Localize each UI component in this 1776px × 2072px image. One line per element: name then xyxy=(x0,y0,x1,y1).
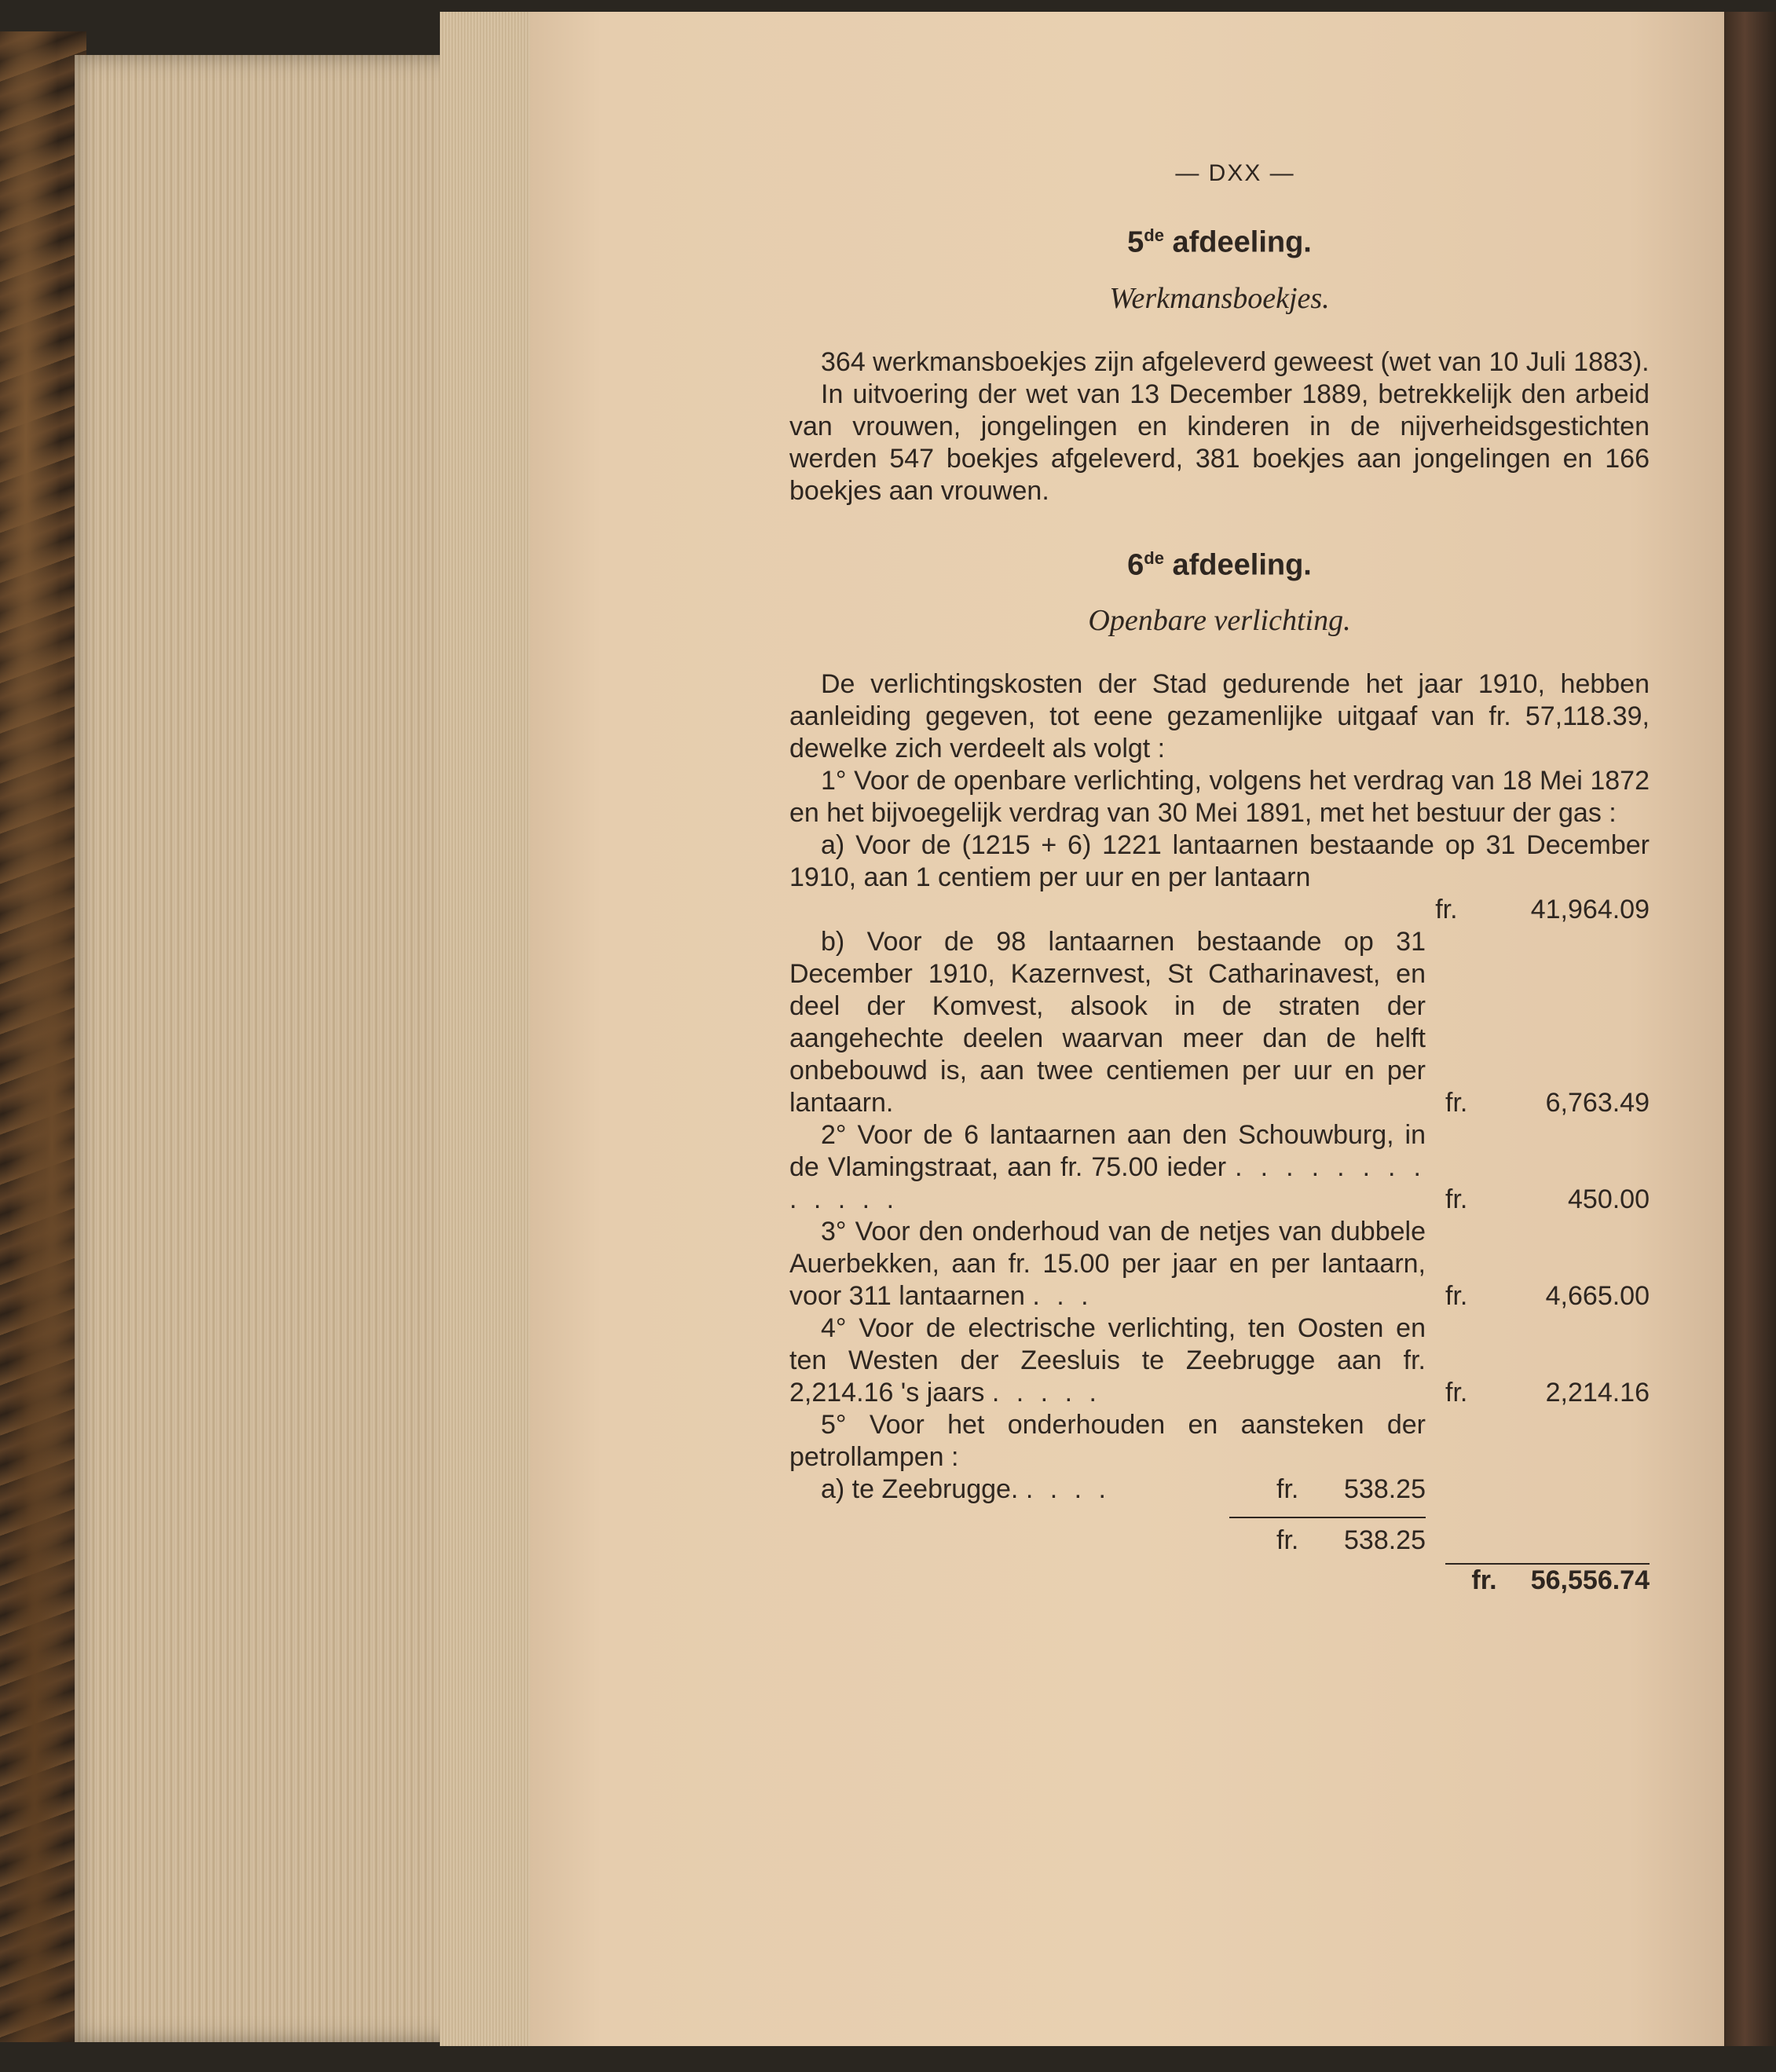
item-5a-label: a) te Zeebrugge. xyxy=(821,1474,1019,1505)
section-5-subtitle: Werkmansboekjes. xyxy=(1109,281,1330,315)
item-5a-text xyxy=(789,1473,1276,1506)
section-6-title: afdeeling. xyxy=(1172,548,1312,582)
item-5a-currency: fr. xyxy=(1276,1474,1299,1505)
item-2-amount: 450.00 xyxy=(1568,1184,1650,1215)
item-1b-amount: 6,763.49 xyxy=(1545,1088,1650,1118)
section-6-heading xyxy=(789,542,1650,582)
item-5a-dots: . . . . xyxy=(1025,1474,1111,1505)
subtotal-row xyxy=(789,1525,1426,1557)
page-edge xyxy=(440,12,538,2046)
item-1a-amount: 41,964.09 xyxy=(1530,895,1650,925)
item-3-row xyxy=(789,1216,1650,1312)
total-row xyxy=(789,1565,1650,1597)
section-5-title: afdeeling. xyxy=(1172,225,1312,259)
page-content xyxy=(789,157,1650,1597)
item-4-amount: 2,214.16 xyxy=(1545,1378,1650,1408)
total-currency: fr. xyxy=(1471,1565,1497,1596)
item-4-label: 4° Voor de electrische verlichting, ten Oosten en ten Westen der Zeesluis te Zeebrugge aan fr. 2,214.16 's jaars xyxy=(789,1313,1426,1408)
item-1-intro: 1° Voor de openbare verlichting, volgens het verdrag van 18 Mei 1872 en het bijvoegelijk verdrag van 30 Mei 1891, met het bestuur der gas : xyxy=(789,766,1650,829)
section-5-heading xyxy=(789,219,1650,259)
subtotal-rule xyxy=(1229,1517,1426,1518)
facing-page-edge xyxy=(1724,12,1776,2046)
section-6-number: 6 xyxy=(1127,548,1144,582)
section-6-subtitle: Openbare verlichting. xyxy=(1088,604,1351,638)
book-cover xyxy=(0,31,86,2042)
item-1b-text: b) Voor de 98 lantaarnen bestaande op 31 December 1910, Kazernvest, St Catharinavest, en deel der Komvest, alsook in de straten der aangehechte deelen waarvan meer dan de helft onbebouwd is, aan twee centiemen per uur en per lantaarn. xyxy=(789,927,1426,1118)
subtotal-amount: 538.25 xyxy=(1344,1525,1426,1556)
section-5-suffix: de xyxy=(1144,225,1164,245)
item-5a-amount: 538.25 xyxy=(1344,1474,1426,1505)
section-6-intro: De verlichtingskosten der Stad gedurende het jaar 1910, hebben aanleiding gegeven, tot eene gezamenlijke uitgaaf van fr. 57,118.39, dewelke zich verdeelt als volgt : xyxy=(789,669,1650,764)
item-4-currency: fr. xyxy=(1445,1378,1468,1408)
section-5-paragraph-1: 364 werkmansboekjes zijn afgeleverd geweest (wet van 10 Juli 1883). xyxy=(821,346,1650,377)
item-2-label: 2° Voor de 6 lantaarnen aan den Schouwburg, in de Vlamingstraat, aan fr. 75.00 ieder xyxy=(789,1120,1426,1183)
item-5-intro: 5° Voor het onderhouden en aansteken der petrollampen : xyxy=(789,1410,1426,1473)
item-3-text xyxy=(789,1216,1426,1312)
item-4-text xyxy=(789,1312,1426,1409)
section-5-paragraph-2: In uitvoering der wet van 13 December 1889, betrekkelijk den arbeid van vrouwen, jongelingen en kinderen in de nijverheidsgestichten werden 547 boekjes afgeleverd, 381 boekjes aan jongelingen en 166 boekjes aan vrouwen. xyxy=(789,379,1650,506)
subtotal-currency: fr. xyxy=(1276,1525,1299,1556)
item-1b-currency: fr. xyxy=(1445,1088,1468,1118)
item-1a-text: a) Voor de (1215 + 6) 1221 lantaarnen bestaande op 31 December 1910, aan 1 centiem per uur en per lantaarn xyxy=(789,830,1650,893)
item-3-dots: . . . xyxy=(1032,1281,1093,1312)
item-1b-row xyxy=(789,926,1650,1119)
item-3-label: 3° Voor den onderhoud van de netjes van dubbele Auerbekken, aan fr. 15.00 per jaar en per lantaarn, voor 311 lantaarnen xyxy=(789,1217,1426,1312)
item-1a-amount-line xyxy=(789,894,1650,926)
item-2-dots: . . . . . . . . . . . . . xyxy=(789,1152,1426,1215)
running-head: — DXX — xyxy=(1175,160,1295,186)
item-5a-row xyxy=(789,1473,1426,1506)
item-4-dots: . . . . . xyxy=(991,1378,1101,1408)
item-2-currency: fr. xyxy=(1445,1184,1468,1215)
item-2-text xyxy=(789,1119,1426,1216)
section-6-suffix: de xyxy=(1144,547,1164,568)
item-1a-currency: fr. xyxy=(1435,895,1458,925)
item-2-row xyxy=(789,1119,1650,1216)
item-3-currency: fr. xyxy=(1445,1281,1468,1312)
item-4-row xyxy=(789,1312,1650,1409)
section-5-number: 5 xyxy=(1127,225,1144,259)
item-3-amount: 4,665.00 xyxy=(1545,1281,1650,1312)
total-amount: 56,556.74 xyxy=(1530,1565,1650,1596)
